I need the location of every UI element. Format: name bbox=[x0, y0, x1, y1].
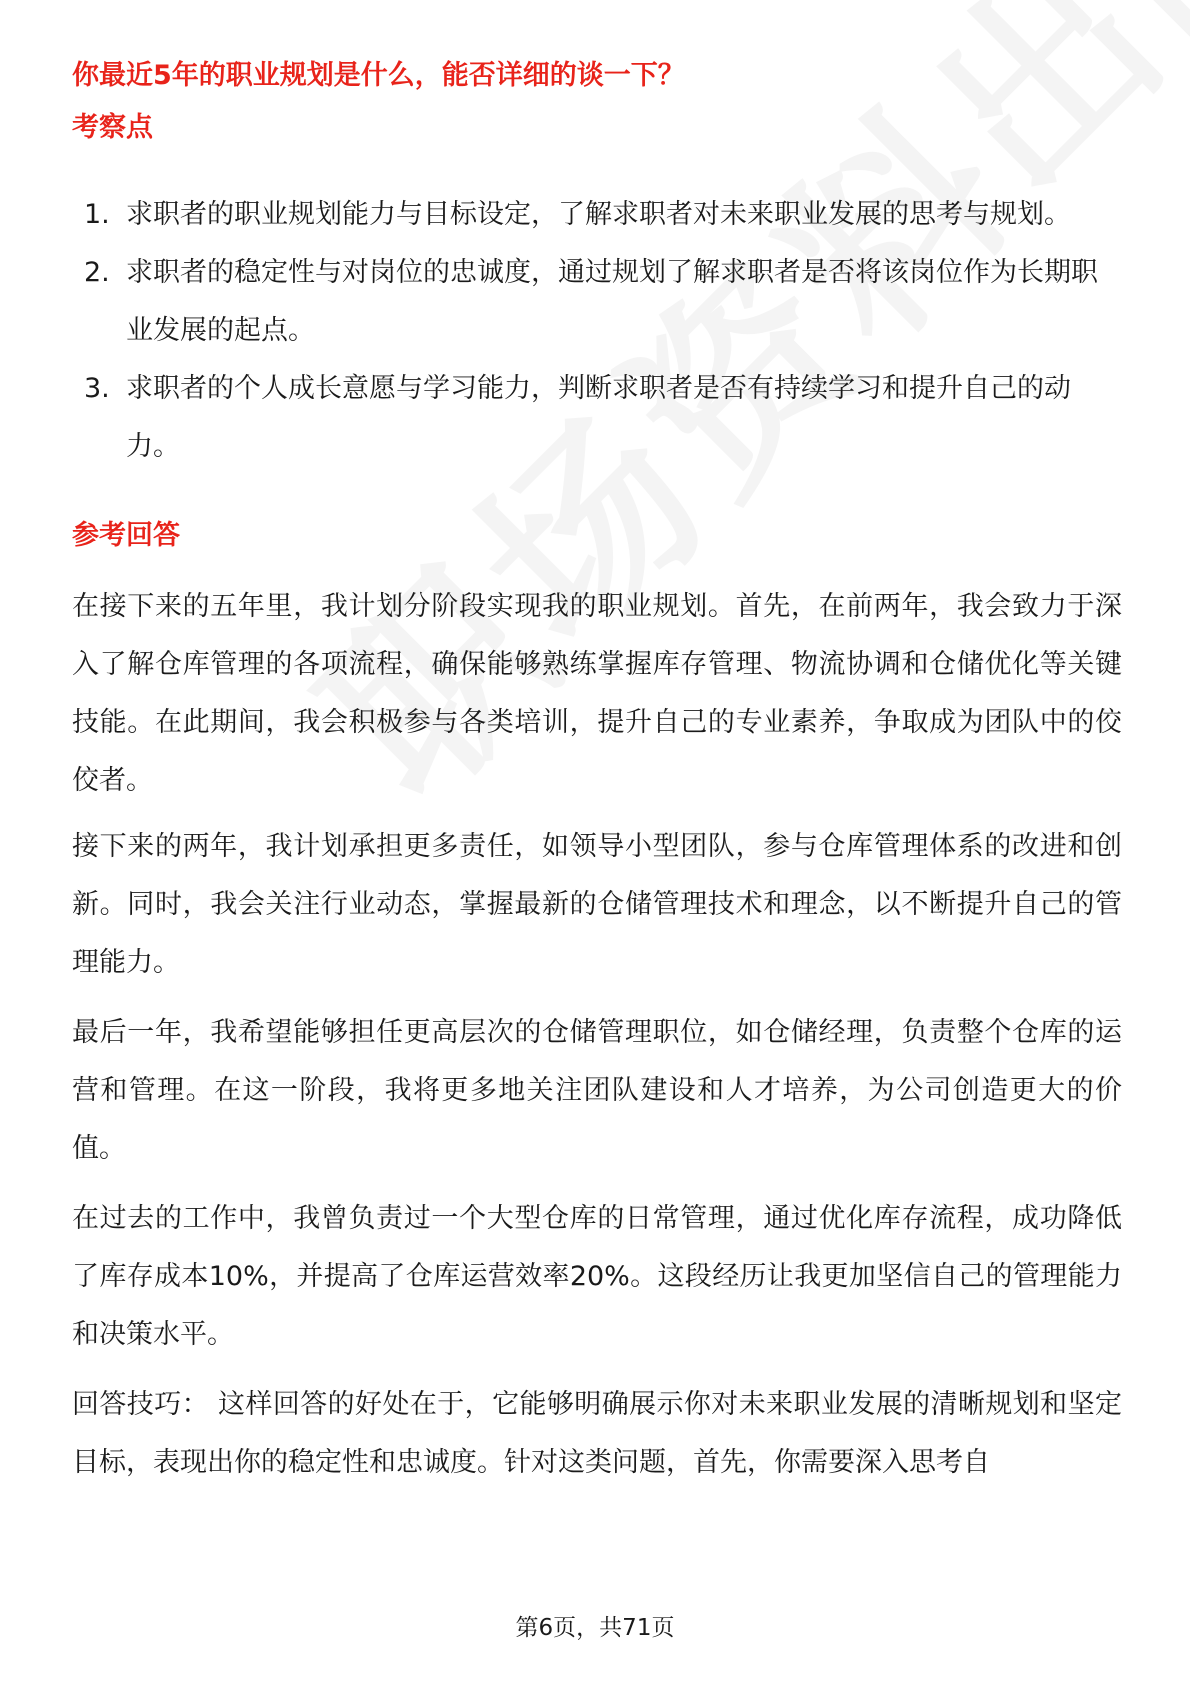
page-footer: 第6页，共71页 bbox=[515, 1615, 675, 1641]
answer-paragraph: 最后一年，我希望能够担任更高层次的仓储管理职位，如仓储经理，负责整个仓库的运营和管理。在这一阶段，我将更多地关注团队建设和人才培养，为公司创造更大的价值。 bbox=[72, 1017, 1122, 1164]
focus-point bbox=[72, 244, 1122, 360]
focus-point-number: 1. bbox=[84, 199, 110, 230]
focus-point-text: 求职者的个人成长意愿与学习能力，判断求职者是否有持续学习和提升自己的动力。 bbox=[126, 373, 1071, 462]
focus-point-number: 3. bbox=[84, 373, 110, 404]
question-title: 你最近5年的职业规划是什么，能否详细的谈一下？ bbox=[72, 60, 685, 91]
focus-point-text: 求职者的职业规划能力与目标设定，了解求职者对未来职业发展的思考与规划。 bbox=[126, 199, 1071, 230]
answer-tip-paragraph: 回答技巧： 这样回答的好处在于，它能够明确展示你对未来职业发展的清晰规划和坚定目标，表现出你的稳定性和忠诚度。针对这类问题，首先，你需要深入思考自 bbox=[72, 1389, 1122, 1478]
answer-paragraph: 在过去的工作中，我曾负责过一个大型仓库的日常管理，通过优化库存流程，成功降低了库存成本10%，并提高了仓库运营效率20%。这段经历让我更加坚信自己的管理能力和决策水平。 bbox=[72, 1203, 1122, 1350]
focus-points-list bbox=[72, 186, 1122, 476]
focus-point-text: 求职者的稳定性与对岗位的忠诚度，通过规划了解求职者是否将该岗位作为长期职业发展的起点。 bbox=[126, 257, 1098, 346]
focus-point bbox=[72, 186, 1122, 244]
answer-paragraph: 在接下来的五年里，我计划分阶段实现我的职业规划。首先，在前两年，我会致力于深入了解仓库管理的各项流程，确保能够熟练掌握库存管理、物流协调和仓储优化等关键技能。在此期间，我会积极参与各类培训，提升自己的专业素养，争取成为团队中的佼佼者。 bbox=[72, 591, 1122, 796]
answer-section-heading: 参考回答 bbox=[72, 520, 180, 551]
focus-section-heading: 考察点 bbox=[72, 112, 153, 143]
answer-paragraph: 接下来的两年，我计划承担更多责任，如领导小型团队，参与仓库管理体系的改进和创新。同时，我会关注行业动态，掌握最新的仓储管理技术和理念，以不断提升自己的管理能力。 bbox=[72, 831, 1122, 978]
focus-point-number: 2. bbox=[84, 257, 110, 288]
focus-point bbox=[72, 360, 1122, 476]
